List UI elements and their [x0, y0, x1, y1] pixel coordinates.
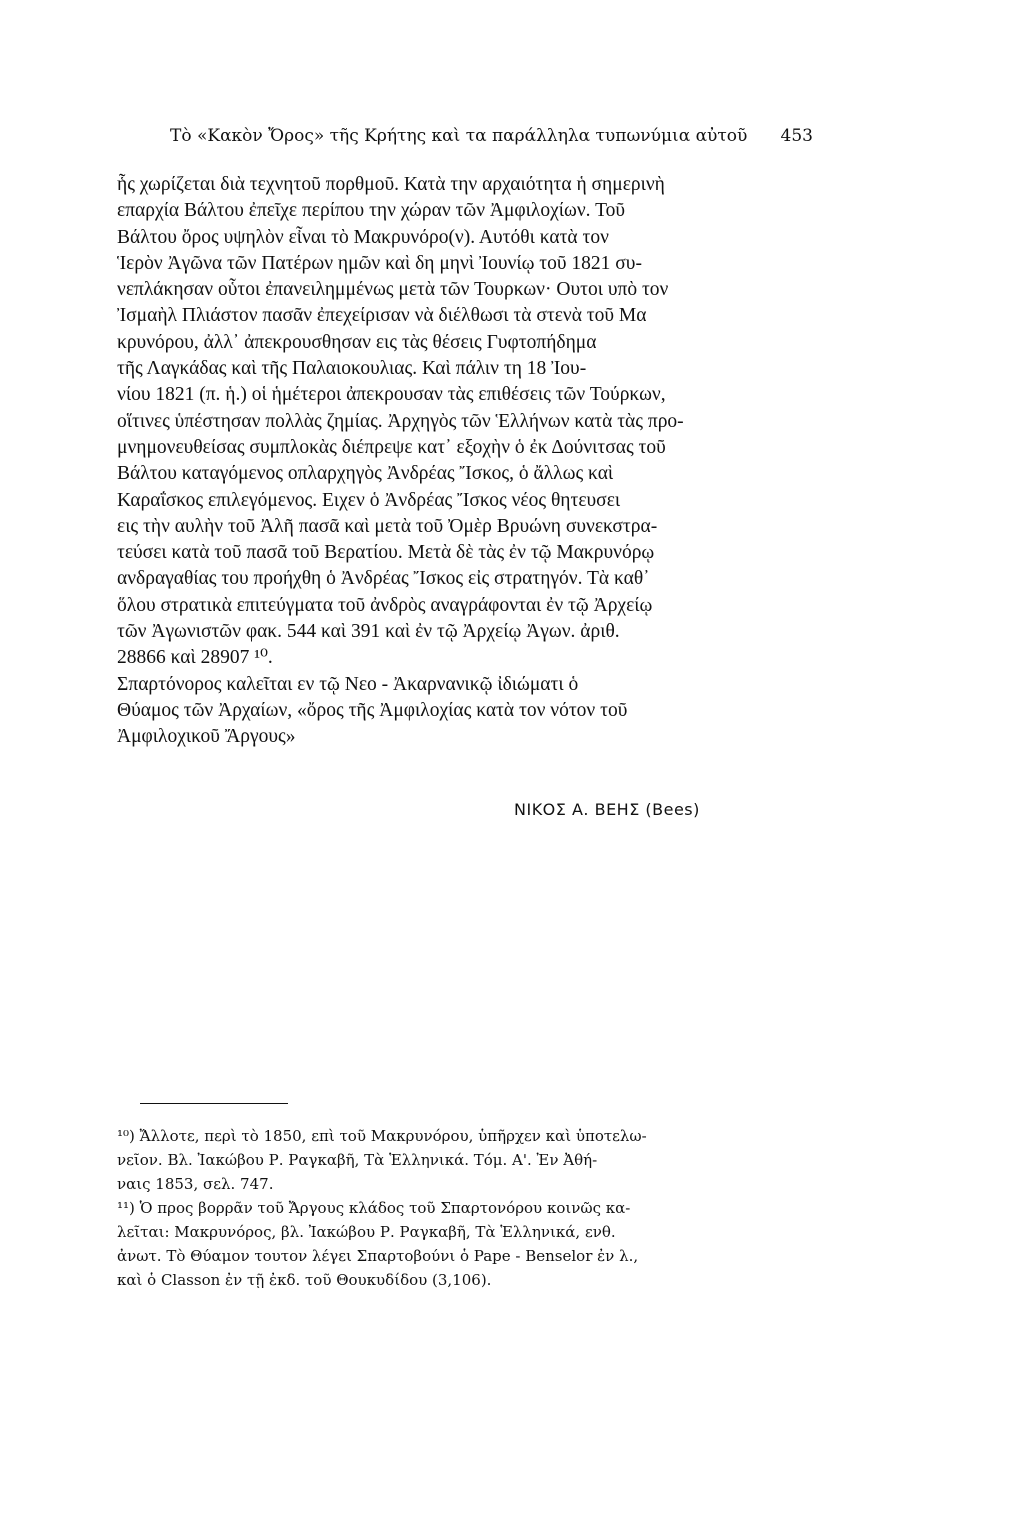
body-line: Βάλτου καταγόμενος οπλαρχηγὸς Ἀνδρέας Ἴσκος, ὁ ἄλλως καὶ	[117, 463, 614, 485]
body-line: Βάλτου ὄρος υψηλὸν εἶναι τὸ Μακρυνόρο(ν). Αυτόθι κατὰ τον	[117, 226, 609, 248]
body-line: τῶν Ἀγωνιστῶν φακ. 544 καὶ 391 καὶ ἐν τῷ Ἀρχείῳ Ἀγων. ἀριθ.	[117, 621, 620, 643]
body-line: νεπλάκησαν οὗτοι ἐπανειλημμένως μετὰ τῶν Τουρκων· Ουτοι υπὸ τον	[117, 279, 669, 301]
body-line: ανδραγαθίας του προήχθη ὁ Ἀνδρέας Ἴσκος εἰς στρατηγόν. Τὰ καθ᾿	[117, 568, 650, 590]
body-line: Καραΐσκος επιλεγόμενος. Ειχεν ὁ Ἀνδρέας Ἴσκος νέος θητευσει	[117, 489, 621, 511]
body-line: εις τὴν αυλὴν τοῦ Ἀλῆ πασᾶ καὶ μετὰ τοῦ Ὀμὲρ Βρυώνη συνεκστρα-	[117, 515, 658, 537]
footnote-line: ἀνωτ. Τὸ Θύαμον τουτον λέγει Σπαρτοβούνι ὁ Pape - Benselor ἐν λ.,	[117, 1247, 639, 1265]
footnotes	[117, 1124, 817, 1292]
body-line: Θύαμος τῶν Ἀρχαίων, «ὄρος τῆς Ἀμφιλοχίας κατὰ τον νότον τοῦ	[117, 699, 628, 721]
page-number: 453	[780, 126, 813, 146]
body-text	[117, 172, 817, 751]
body-line: μνημονευθείσας συμπλοκὰς διέπρεψε κατ᾿ εξοχὴν ὁ ἐκ Δούνιτσας τοῦ	[117, 436, 666, 458]
body-line: Ἱερὸν Ἀγῶνα τῶν Πατέρων ημῶν καὶ δη μηνὶ Ἰουνίῳ τοῦ 1821 συ-	[117, 252, 642, 274]
footnote-line: ¹⁰) Ἄλλοτε, περὶ τὸ 1850, επὶ τοῦ Μακρυνόρου, ὑπῆρχεν καὶ ὑποτελω-	[117, 1127, 647, 1145]
footnote-line: νεῖον. Βλ. Ἰακώβου Ρ. Ραγκαβῆ, Τὰ Ἑλληνικά. Τόμ. Α'. Ἐν Ἀθή-	[117, 1151, 598, 1169]
body-line: Ἀμφιλοχικοῦ Ἄργους»	[117, 726, 296, 748]
body-line: Ἰσμαὴλ Πλιάστον πασᾶν ἐπεχείρισαν νὰ διέλθωσι τὰ στενὰ τοῦ Μα	[117, 305, 647, 327]
body-line: Σπαρτόνορος καλεῖται εν τῷ Νεο - Ἀκαρνανικῷ ἰδιώματι ὁ	[117, 673, 579, 695]
footnote-line: ναις 1853, σελ. 747.	[117, 1175, 274, 1193]
body-line: τεύσει κατὰ τοῦ πασᾶ τοῦ Βερατίου. Μετὰ δὲ τὰς ἐν τῷ Μακρυνόρῳ	[117, 542, 655, 564]
footnote-line: καὶ ὁ Classon ἐν τῇ ἐκδ. τοῦ Θουκυδίδου (3,106).	[117, 1271, 492, 1289]
author-signature: ΝΙΚΟΣ Α. ΒΕΗΣ (Bees)	[514, 800, 700, 819]
body-line: επαρχία Βάλτου ἐπεῖχε περίπου την χώραν τῶν Ἀμφιλοχίων. Τοῦ	[117, 200, 626, 222]
body-line: τῆς Λαγκάδας καὶ τῆς Παλαιοκουλιας. Καὶ πάλιν τη 18 Ἰου-	[117, 358, 587, 380]
body-line: 28866 καὶ 28907 ¹⁰.	[117, 647, 273, 669]
body-line: ἧς χωρίζεται διὰ τεχνητοῦ πορθμοῦ. Κατὰ την αρχαιότητα ἡ σημερινὴ	[117, 174, 665, 195]
body-line: οἵτινες ὑπέστησαν πολλὰς ζημίας. Ἀρχηγὸς τῶν Ἑλλήνων κατὰ τὰς προ-	[117, 410, 684, 432]
running-head	[170, 126, 813, 146]
body-line: ὅλου στρατικὰ επιτεύγματα τοῦ ἀνδρὸς αναγράφονται ἐν τῷ Ἀρχείῳ	[117, 594, 653, 616]
running-head-title: Τὸ «Κακὸν Ὄρος» τῆς Κρήτης καὶ τα παράλληλα τυπωνύμια αὐτοῦ	[170, 126, 748, 146]
footnote-line: ¹¹) Ὁ προς βορρᾶν τοῦ Ἄργους κλάδος τοῦ Σπαρτονόρου κοινῶς κα-	[117, 1199, 631, 1217]
body-line: νίου 1821 (π. ἡ.) οἱ ἡμέτεροι ἀπεκρουσαν τὰς επιθέσεις τῶν Τούρκων,	[117, 384, 666, 406]
footnote-line: λεῖται: Μακρυνόρος, βλ. Ἰακώβου Ρ. Ραγκαβῆ, Τὰ Ἑλληνικά, ενθ.	[117, 1223, 616, 1241]
body-line: κρυνόρου, ἀλλ᾿ ἀπεκρουσθησαν εις τὰς θέσεις Γυφτοπήδημα	[117, 331, 597, 353]
footnote-rule	[140, 1103, 288, 1104]
